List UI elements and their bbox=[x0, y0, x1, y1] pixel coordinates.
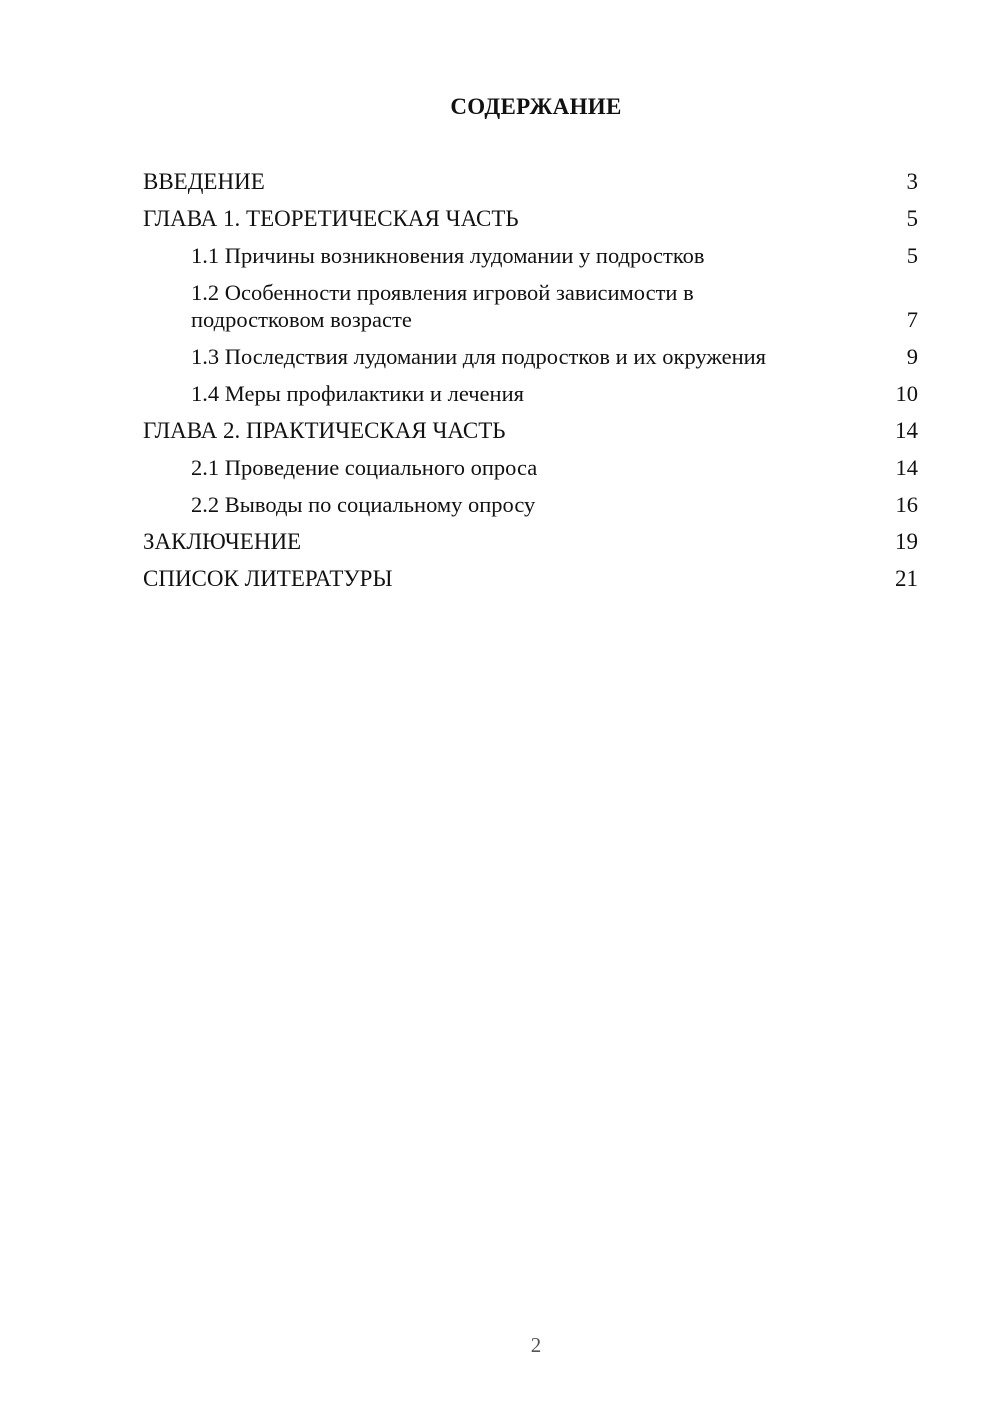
toc-entry-page: 16 bbox=[895, 492, 918, 517]
toc-entry[interactable] bbox=[143, 168, 918, 195]
toc-entry-label: 1.4 Меры профилактики и лечения bbox=[191, 381, 524, 406]
toc-subentry[interactable] bbox=[143, 454, 918, 481]
toc-entry-label: 2.2 Выводы по социальному опросу bbox=[191, 492, 536, 517]
toc-entry-page: 7 bbox=[906, 307, 918, 332]
page-title: СОДЕРЖАНИЕ bbox=[450, 94, 622, 119]
toc-entry-label: ВВЕДЕНИЕ bbox=[143, 169, 265, 194]
toc-entry-page: 14 bbox=[895, 455, 918, 480]
table-of-contents bbox=[143, 168, 918, 602]
toc-entry-label: ЗАКЛЮЧЕНИЕ bbox=[143, 529, 302, 554]
toc-subentry[interactable] bbox=[143, 279, 918, 333]
toc-subentry[interactable] bbox=[143, 242, 918, 269]
toc-entry-page: 14 bbox=[895, 418, 918, 443]
page-number: 2 bbox=[530, 1333, 542, 1357]
toc-subentry[interactable] bbox=[143, 343, 918, 370]
toc-subentry[interactable] bbox=[143, 491, 918, 518]
toc-entry-page: 21 bbox=[895, 566, 918, 591]
toc-entry-page: 19 bbox=[895, 529, 918, 554]
toc-entry-label: СПИСОК ЛИТЕРАТУРЫ bbox=[143, 566, 393, 591]
toc-entry-label: 1.1 Причины возникновения лудомании у подростков bbox=[191, 243, 705, 268]
toc-entry-label: 1.3 Последствия лудомании для подростков и их окружения bbox=[191, 344, 767, 369]
toc-entry[interactable] bbox=[143, 205, 918, 232]
toc-entry-page: 10 bbox=[895, 381, 918, 406]
toc-entry[interactable] bbox=[143, 528, 918, 555]
toc-entry-page: 5 bbox=[906, 243, 918, 268]
toc-entry-label: 2.1 Проведение социального опроса bbox=[191, 455, 538, 480]
toc-entry-label: ГЛАВА 2. ПРАКТИЧЕСКАЯ ЧАСТЬ bbox=[143, 418, 506, 443]
toc-entry[interactable] bbox=[143, 565, 918, 592]
toc-entry-label: ГЛАВА 1. ТЕОРЕТИЧЕСКАЯ ЧАСТЬ bbox=[143, 206, 519, 231]
toc-entry-page: 9 bbox=[906, 344, 918, 369]
toc-entry-page: 5 bbox=[906, 206, 918, 231]
toc-entry-page: 3 bbox=[906, 169, 918, 194]
toc-subentry[interactable] bbox=[143, 380, 918, 407]
toc-entry-label: 1.2 Особенности проявления игровой зависимости в подростковом возрасте bbox=[191, 280, 694, 332]
toc-entry[interactable] bbox=[143, 417, 918, 444]
